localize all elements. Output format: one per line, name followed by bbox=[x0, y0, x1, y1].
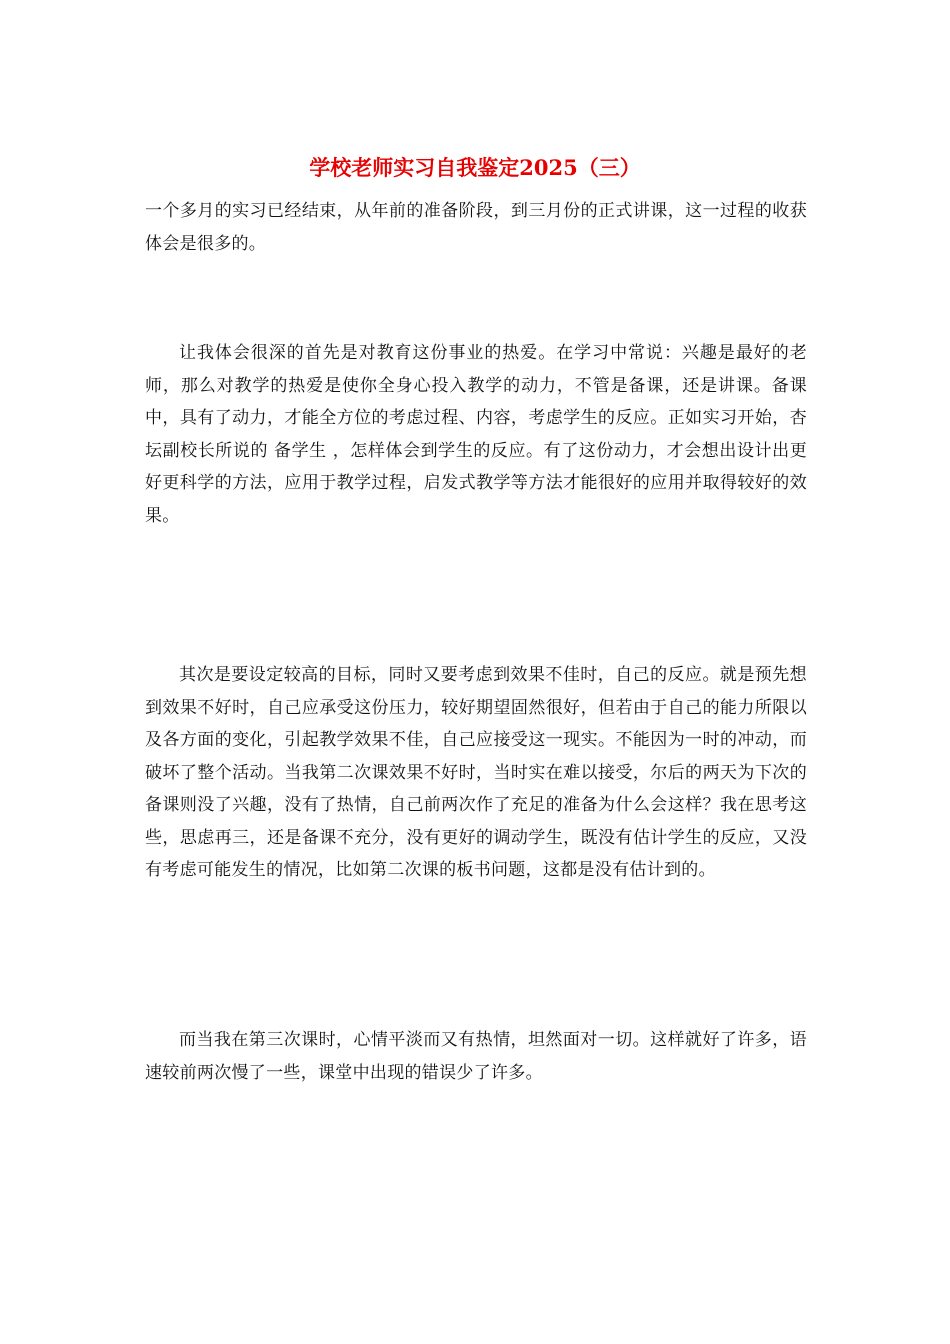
paragraph-intro: 一个多月的实习已经结束，从年前的准备阶段，到三月份的正式讲课，这一过程的收获体会是很多的。 bbox=[145, 201, 807, 254]
paragraph-goals: 其次是要设定较高的目标，同时又要考虑到效果不佳时，自己的反应。就是预先想到效果不好时，自己应承受这份压力，较好期望固然很好，但若由于自己的能力所限以及各方面的变化，引起教学效果不佳，自己应接受这一现实。不能因为一时的冲动，而破坏了整个活动。当我第二次课效果不好时，当时实在难以接受，尔后的两天为下次的备课则没了兴趣，没有了热情，自己前两次作了充足的准备为什么会这样？我在思考这些，思虑再三，还是备课不充分，没有更好的调动学生，既没有估计学生的反应，又没有考虑可能发生的情况，比如第二次课的板书问题，这都是没有估计到的。 bbox=[145, 665, 807, 880]
document-title: 学校老师实习自我鉴定2025（三） bbox=[309, 155, 641, 180]
paragraph-third-lesson: 而当我在第三次课时，心情平淡而又有热情，坦然面对一切。这样就好了许多，语速较前两次慢了一些，课堂中出现的错误少了许多。 bbox=[145, 1030, 807, 1083]
paragraph-passion: 让我体会很深的首先是对教育这份事业的热爱。在学习中常说：兴趣是最好的老师，那么对教学的热爱是使你全身心投入教学的动力，不管是备课，还是讲课。备课中，具有了动力，才能全方位的考虑过程、内容，考虑学生的反应。正如实习开始，杏坛副校长所说的 备学生 ，怎样体会到学生的反应。有了这份动力，才会想出设计出更好更科学的方法，应用于教学过程，启发式教学等方法才能很好的应用并取得较好的效果。 bbox=[145, 343, 807, 526]
